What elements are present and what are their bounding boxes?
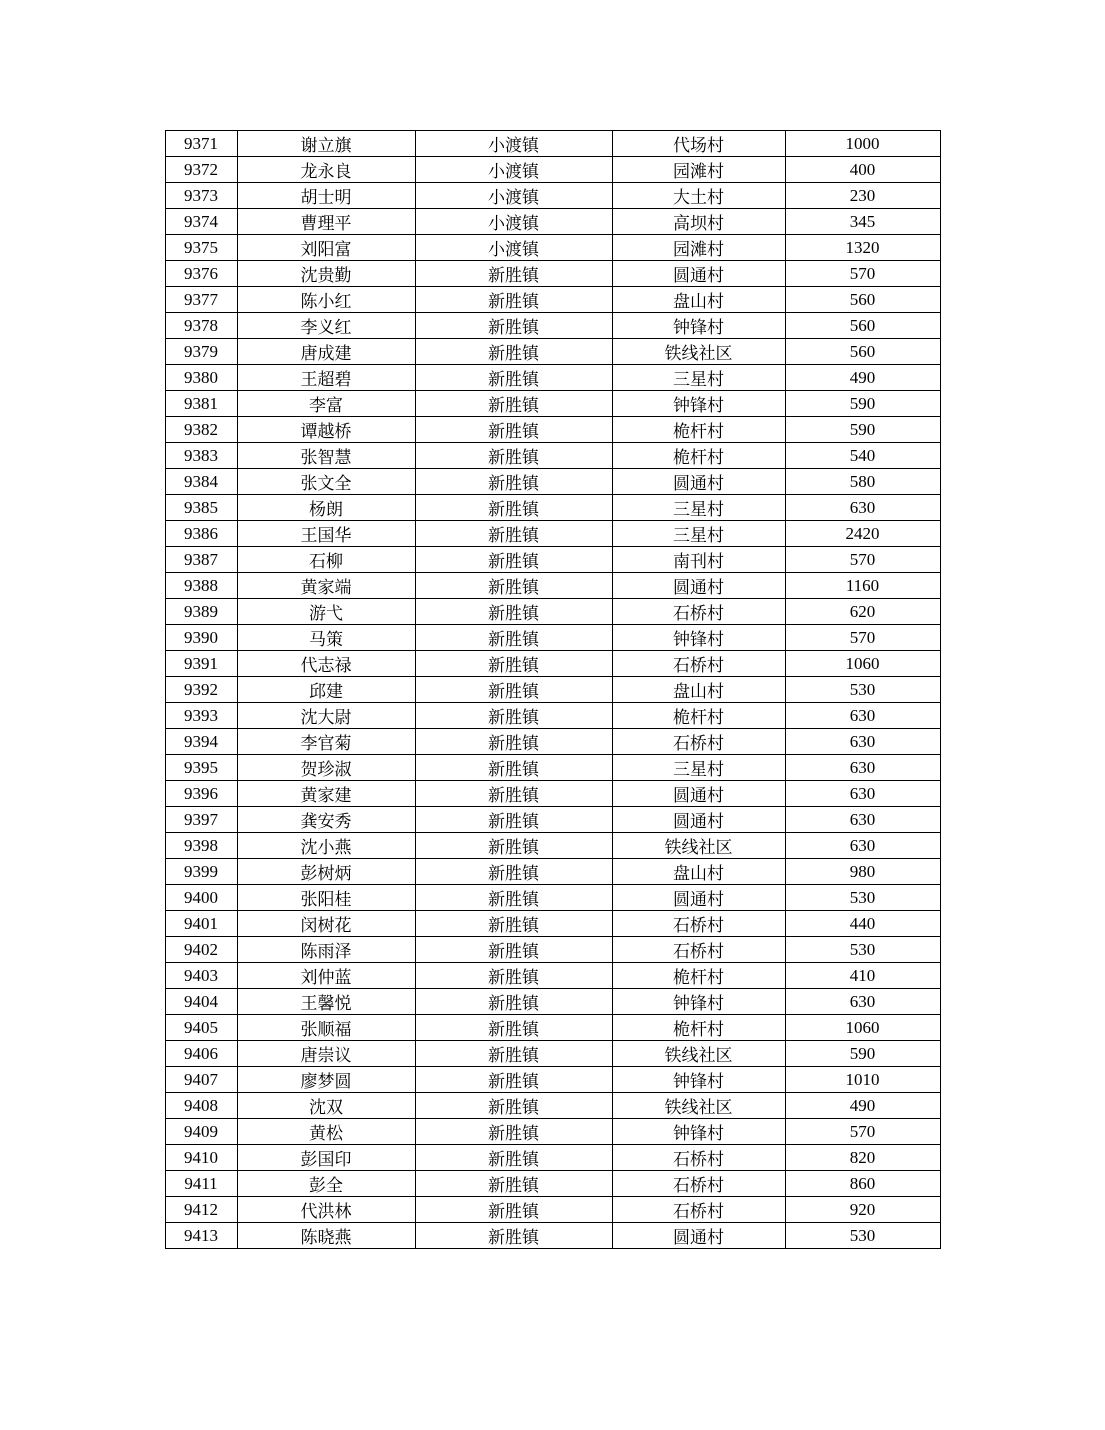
cell-town: 新胜镇 (415, 521, 612, 547)
cell-name: 张顺福 (237, 1015, 415, 1041)
cell-name: 王超碧 (237, 365, 415, 391)
cell-town: 新胜镇 (415, 573, 612, 599)
table-row (165, 183, 940, 209)
cell-village: 铁线社区 (612, 833, 785, 859)
table-row (165, 573, 940, 599)
cell-town: 小渡镇 (415, 131, 612, 157)
cell-name: 沈双 (237, 1093, 415, 1119)
cell-amount: 570 (785, 1119, 940, 1145)
cell-amount: 560 (785, 339, 940, 365)
cell-amount: 570 (785, 261, 940, 287)
cell-town: 新胜镇 (415, 937, 612, 963)
cell-id: 9395 (165, 755, 237, 781)
cell-town: 新胜镇 (415, 599, 612, 625)
cell-amount: 630 (785, 495, 940, 521)
cell-name: 闵树花 (237, 911, 415, 937)
cell-amount: 630 (785, 781, 940, 807)
cell-name: 邱建 (237, 677, 415, 703)
cell-village: 石桥村 (612, 651, 785, 677)
cell-name: 彭国印 (237, 1145, 415, 1171)
cell-name: 黄家建 (237, 781, 415, 807)
cell-village: 桅杆村 (612, 417, 785, 443)
table-row (165, 807, 940, 833)
cell-id: 9386 (165, 521, 237, 547)
cell-village: 园滩村 (612, 235, 785, 261)
cell-town: 小渡镇 (415, 183, 612, 209)
cell-town: 新胜镇 (415, 261, 612, 287)
cell-name: 刘仲蓝 (237, 963, 415, 989)
cell-id: 9400 (165, 885, 237, 911)
cell-town: 新胜镇 (415, 1067, 612, 1093)
table-row (165, 313, 940, 339)
cell-name: 李富 (237, 391, 415, 417)
table-row (165, 937, 940, 963)
cell-village: 石桥村 (612, 911, 785, 937)
cell-id: 9409 (165, 1119, 237, 1145)
table-row (165, 1015, 940, 1041)
cell-amount: 530 (785, 1223, 940, 1249)
table-row (165, 339, 940, 365)
cell-village: 三星村 (612, 495, 785, 521)
cell-id: 9373 (165, 183, 237, 209)
cell-village: 石桥村 (612, 1171, 785, 1197)
table-row (165, 1041, 940, 1067)
table-row (165, 729, 940, 755)
cell-name: 张阳桂 (237, 885, 415, 911)
cell-village: 园滩村 (612, 157, 785, 183)
cell-id: 9393 (165, 703, 237, 729)
cell-id: 9394 (165, 729, 237, 755)
table-row (165, 469, 940, 495)
cell-town: 新胜镇 (415, 417, 612, 443)
table-row (165, 417, 940, 443)
cell-village: 圆通村 (612, 781, 785, 807)
cell-name: 廖梦圆 (237, 1067, 415, 1093)
cell-id: 9398 (165, 833, 237, 859)
cell-id: 9389 (165, 599, 237, 625)
cell-village: 盘山村 (612, 287, 785, 313)
cell-id: 9404 (165, 989, 237, 1015)
table-body (165, 131, 940, 1249)
cell-village: 圆通村 (612, 1223, 785, 1249)
cell-village: 圆通村 (612, 885, 785, 911)
cell-name: 代洪林 (237, 1197, 415, 1223)
cell-town: 新胜镇 (415, 1145, 612, 1171)
table-row (165, 677, 940, 703)
cell-village: 圆通村 (612, 573, 785, 599)
cell-name: 彭全 (237, 1171, 415, 1197)
cell-amount: 1010 (785, 1067, 940, 1093)
cell-amount: 630 (785, 833, 940, 859)
cell-village: 石桥村 (612, 729, 785, 755)
cell-town: 新胜镇 (415, 963, 612, 989)
cell-amount: 630 (785, 703, 940, 729)
cell-amount: 630 (785, 807, 940, 833)
cell-name: 胡士明 (237, 183, 415, 209)
cell-village: 桅杆村 (612, 703, 785, 729)
cell-id: 9376 (165, 261, 237, 287)
cell-town: 小渡镇 (415, 157, 612, 183)
cell-id: 9379 (165, 339, 237, 365)
cell-name: 谢立旗 (237, 131, 415, 157)
cell-town: 小渡镇 (415, 209, 612, 235)
cell-name: 黄家端 (237, 573, 415, 599)
cell-town: 新胜镇 (415, 1223, 612, 1249)
table-row (165, 547, 940, 573)
cell-amount: 570 (785, 625, 940, 651)
cell-name: 陈小红 (237, 287, 415, 313)
cell-id: 9401 (165, 911, 237, 937)
cell-id: 9403 (165, 963, 237, 989)
cell-town: 新胜镇 (415, 911, 612, 937)
table-row (165, 755, 940, 781)
cell-id: 9412 (165, 1197, 237, 1223)
cell-id: 9402 (165, 937, 237, 963)
table-row (165, 599, 940, 625)
cell-town: 新胜镇 (415, 651, 612, 677)
table-row (165, 1197, 940, 1223)
cell-village: 盘山村 (612, 677, 785, 703)
cell-id: 9411 (165, 1171, 237, 1197)
cell-name: 龚安秀 (237, 807, 415, 833)
cell-village: 钟锋村 (612, 1119, 785, 1145)
cell-amount: 630 (785, 989, 940, 1015)
cell-name: 唐成建 (237, 339, 415, 365)
cell-name: 李义红 (237, 313, 415, 339)
cell-amount: 590 (785, 391, 940, 417)
cell-name: 彭树炳 (237, 859, 415, 885)
cell-village: 钟锋村 (612, 391, 785, 417)
cell-name: 贺珍淑 (237, 755, 415, 781)
cell-amount: 1000 (785, 131, 940, 157)
cell-town: 新胜镇 (415, 885, 612, 911)
cell-town: 新胜镇 (415, 1093, 612, 1119)
table-row (165, 1171, 940, 1197)
cell-amount: 400 (785, 157, 940, 183)
cell-town: 新胜镇 (415, 677, 612, 703)
table-row (165, 443, 940, 469)
cell-amount: 530 (785, 885, 940, 911)
cell-town: 新胜镇 (415, 781, 612, 807)
cell-id: 9413 (165, 1223, 237, 1249)
table-row (165, 1223, 940, 1249)
cell-id: 9388 (165, 573, 237, 599)
table-row (165, 261, 940, 287)
cell-village: 铁线社区 (612, 1093, 785, 1119)
cell-name: 龙永良 (237, 157, 415, 183)
cell-id: 9371 (165, 131, 237, 157)
cell-name: 王国华 (237, 521, 415, 547)
cell-name: 杨朗 (237, 495, 415, 521)
table-row (165, 391, 940, 417)
cell-id: 9382 (165, 417, 237, 443)
cell-village: 铁线社区 (612, 1041, 785, 1067)
cell-name: 唐崇议 (237, 1041, 415, 1067)
cell-town: 新胜镇 (415, 365, 612, 391)
cell-town: 新胜镇 (415, 495, 612, 521)
cell-name: 沈大尉 (237, 703, 415, 729)
cell-village: 铁线社区 (612, 339, 785, 365)
cell-village: 钟锋村 (612, 989, 785, 1015)
cell-village: 南刊村 (612, 547, 785, 573)
cell-amount: 1060 (785, 651, 940, 677)
cell-id: 9374 (165, 209, 237, 235)
cell-town: 新胜镇 (415, 625, 612, 651)
cell-id: 9380 (165, 365, 237, 391)
cell-town: 新胜镇 (415, 313, 612, 339)
cell-town: 新胜镇 (415, 703, 612, 729)
cell-village: 桅杆村 (612, 963, 785, 989)
cell-village: 钟锋村 (612, 1067, 785, 1093)
cell-amount: 540 (785, 443, 940, 469)
cell-id: 9392 (165, 677, 237, 703)
cell-amount: 590 (785, 1041, 940, 1067)
cell-name: 李官菊 (237, 729, 415, 755)
table-row (165, 157, 940, 183)
cell-id: 9383 (165, 443, 237, 469)
cell-id: 9381 (165, 391, 237, 417)
cell-town: 新胜镇 (415, 755, 612, 781)
cell-town: 新胜镇 (415, 989, 612, 1015)
cell-village: 钟锋村 (612, 625, 785, 651)
table-row (165, 625, 940, 651)
cell-town: 新胜镇 (415, 833, 612, 859)
cell-name: 张文全 (237, 469, 415, 495)
cell-name: 马策 (237, 625, 415, 651)
table-row (165, 1093, 940, 1119)
table-row (165, 1145, 940, 1171)
cell-id: 9396 (165, 781, 237, 807)
cell-name: 陈晓燕 (237, 1223, 415, 1249)
table-row (165, 911, 940, 937)
cell-town: 新胜镇 (415, 859, 612, 885)
cell-id: 9378 (165, 313, 237, 339)
cell-id: 9410 (165, 1145, 237, 1171)
cell-id: 9391 (165, 651, 237, 677)
cell-id: 9390 (165, 625, 237, 651)
cell-village: 三星村 (612, 755, 785, 781)
cell-name: 谭越桥 (237, 417, 415, 443)
cell-town: 新胜镇 (415, 1119, 612, 1145)
cell-town: 新胜镇 (415, 1197, 612, 1223)
table-row (165, 781, 940, 807)
cell-amount: 620 (785, 599, 940, 625)
cell-amount: 530 (785, 677, 940, 703)
cell-town: 新胜镇 (415, 729, 612, 755)
table-row (165, 859, 940, 885)
cell-amount: 570 (785, 547, 940, 573)
cell-town: 小渡镇 (415, 235, 612, 261)
cell-id: 9406 (165, 1041, 237, 1067)
table-row (165, 833, 940, 859)
cell-amount: 1060 (785, 1015, 940, 1041)
cell-id: 9397 (165, 807, 237, 833)
cell-id: 9372 (165, 157, 237, 183)
cell-amount: 590 (785, 417, 940, 443)
cell-amount: 560 (785, 287, 940, 313)
cell-village: 三星村 (612, 365, 785, 391)
cell-amount: 980 (785, 859, 940, 885)
cell-name: 沈小燕 (237, 833, 415, 859)
cell-name: 沈贵勤 (237, 261, 415, 287)
cell-id: 9407 (165, 1067, 237, 1093)
cell-id: 9384 (165, 469, 237, 495)
cell-town: 新胜镇 (415, 1015, 612, 1041)
cell-amount: 630 (785, 729, 940, 755)
table-row (165, 365, 940, 391)
cell-id: 9387 (165, 547, 237, 573)
cell-name: 王馨悦 (237, 989, 415, 1015)
cell-name: 游弋 (237, 599, 415, 625)
table-row (165, 963, 940, 989)
cell-town: 新胜镇 (415, 1041, 612, 1067)
table-row (165, 885, 940, 911)
cell-name: 陈雨泽 (237, 937, 415, 963)
table-row (165, 989, 940, 1015)
table-row (165, 703, 940, 729)
cell-amount: 630 (785, 755, 940, 781)
cell-amount: 1160 (785, 573, 940, 599)
cell-amount: 490 (785, 1093, 940, 1119)
cell-village: 三星村 (612, 521, 785, 547)
table-row (165, 521, 940, 547)
cell-amount: 2420 (785, 521, 940, 547)
table-row (165, 1119, 940, 1145)
table-row (165, 1067, 940, 1093)
cell-village: 代场村 (612, 131, 785, 157)
cell-village: 石桥村 (612, 1197, 785, 1223)
cell-amount: 1320 (785, 235, 940, 261)
cell-town: 新胜镇 (415, 391, 612, 417)
cell-name: 刘阳富 (237, 235, 415, 261)
cell-town: 新胜镇 (415, 287, 612, 313)
cell-village: 钟锋村 (612, 313, 785, 339)
cell-amount: 410 (785, 963, 940, 989)
cell-village: 桅杆村 (612, 443, 785, 469)
cell-village: 圆通村 (612, 469, 785, 495)
table-row (165, 651, 940, 677)
cell-village: 高坝村 (612, 209, 785, 235)
cell-amount: 440 (785, 911, 940, 937)
cell-town: 新胜镇 (415, 443, 612, 469)
cell-town: 新胜镇 (415, 339, 612, 365)
table-row (165, 235, 940, 261)
cell-amount: 860 (785, 1171, 940, 1197)
cell-id: 9385 (165, 495, 237, 521)
cell-id: 9377 (165, 287, 237, 313)
cell-amount: 820 (785, 1145, 940, 1171)
cell-amount: 230 (785, 183, 940, 209)
cell-amount: 530 (785, 937, 940, 963)
cell-name: 石柳 (237, 547, 415, 573)
cell-village: 圆通村 (612, 807, 785, 833)
cell-village: 盘山村 (612, 859, 785, 885)
cell-town: 新胜镇 (415, 1171, 612, 1197)
cell-id: 9408 (165, 1093, 237, 1119)
table-row (165, 287, 940, 313)
cell-name: 代志禄 (237, 651, 415, 677)
table-row (165, 131, 940, 157)
table-row (165, 209, 940, 235)
cell-village: 石桥村 (612, 937, 785, 963)
cell-village: 石桥村 (612, 599, 785, 625)
cell-name: 张智慧 (237, 443, 415, 469)
table-row (165, 495, 940, 521)
cell-village: 圆通村 (612, 261, 785, 287)
cell-id: 9375 (165, 235, 237, 261)
cell-amount: 580 (785, 469, 940, 495)
cell-village: 石桥村 (612, 1145, 785, 1171)
cell-amount: 920 (785, 1197, 940, 1223)
cell-name: 黄松 (237, 1119, 415, 1145)
cell-town: 新胜镇 (415, 547, 612, 573)
cell-town: 新胜镇 (415, 469, 612, 495)
roster-table (165, 130, 941, 1249)
cell-amount: 345 (785, 209, 940, 235)
cell-name: 曹理平 (237, 209, 415, 235)
cell-town: 新胜镇 (415, 807, 612, 833)
cell-amount: 560 (785, 313, 940, 339)
cell-amount: 490 (785, 365, 940, 391)
cell-id: 9399 (165, 859, 237, 885)
cell-id: 9405 (165, 1015, 237, 1041)
cell-village: 大土村 (612, 183, 785, 209)
cell-village: 桅杆村 (612, 1015, 785, 1041)
